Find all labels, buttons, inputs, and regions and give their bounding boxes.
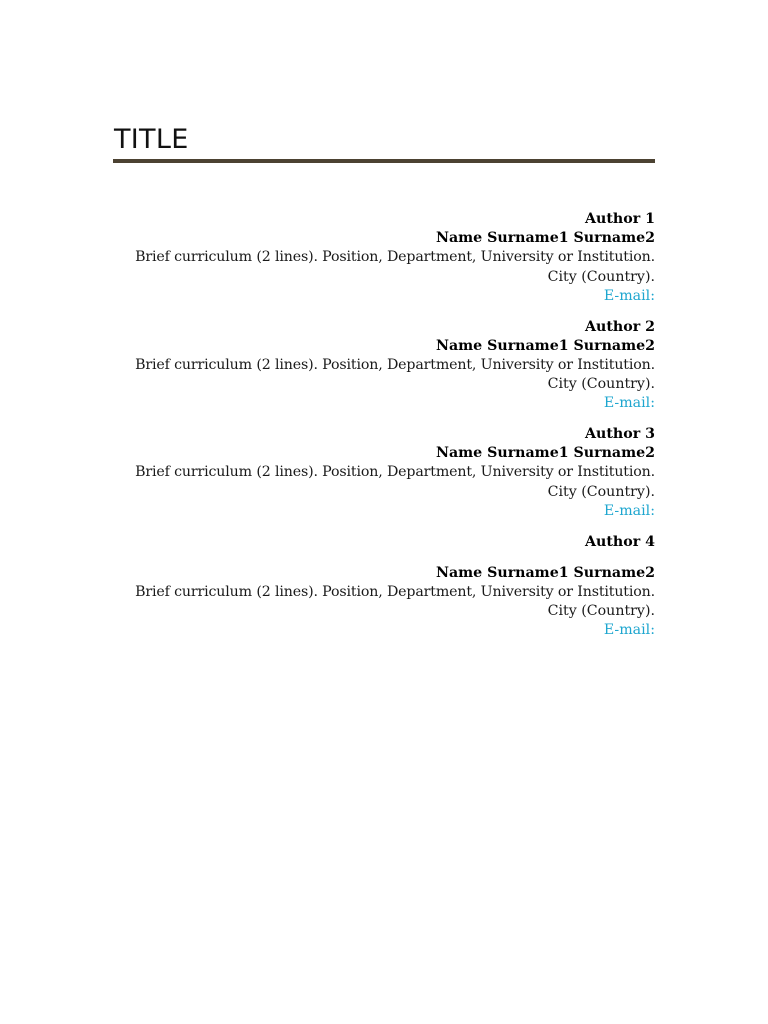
author-block-1 [113,210,655,306]
author-email-link[interactable]: E-mail: [603,622,655,639]
author-email-link[interactable]: E-mail: [603,395,655,412]
author-label: Author 1 [585,211,655,227]
author-city: City (Country). [547,603,655,620]
author-curriculum: Brief curriculum (2 lines). Position, Department, University or Institution. [135,249,655,266]
title-divider [113,159,655,163]
author-label: Author 4 [585,533,655,550]
author-curriculum: Brief curriculum (2 lines). Position, Department, University or Institution. [135,356,655,373]
author-block-4 [113,533,655,641]
author-email-link[interactable]: E-mail: [603,502,655,519]
author-city: City (Country). [547,268,655,285]
author-email-link[interactable]: E-mail: [603,287,655,304]
author-name: Name Surname1 Surname2 [436,230,655,247]
author-name: Name Surname1 Surname2 [436,337,655,354]
page-title: TITLE [114,124,189,155]
author-block-2 [113,318,655,414]
author-curriculum: Brief curriculum (2 lines). Position, Department, University or Institution. [135,583,655,600]
author-city: City (Country). [547,376,655,393]
author-name: Name Surname1 Surname2 [436,445,655,462]
author-label: Author 2 [585,318,655,335]
author-label: Author 3 [585,426,655,443]
author-curriculum: Brief curriculum (2 lines). Position, Department, University or Institution. [135,464,655,481]
author-list [113,210,655,652]
author-name: Name Surname1 Surname2 [436,564,655,581]
author-block-3 [113,425,655,521]
author-city: City (Country). [547,483,655,500]
